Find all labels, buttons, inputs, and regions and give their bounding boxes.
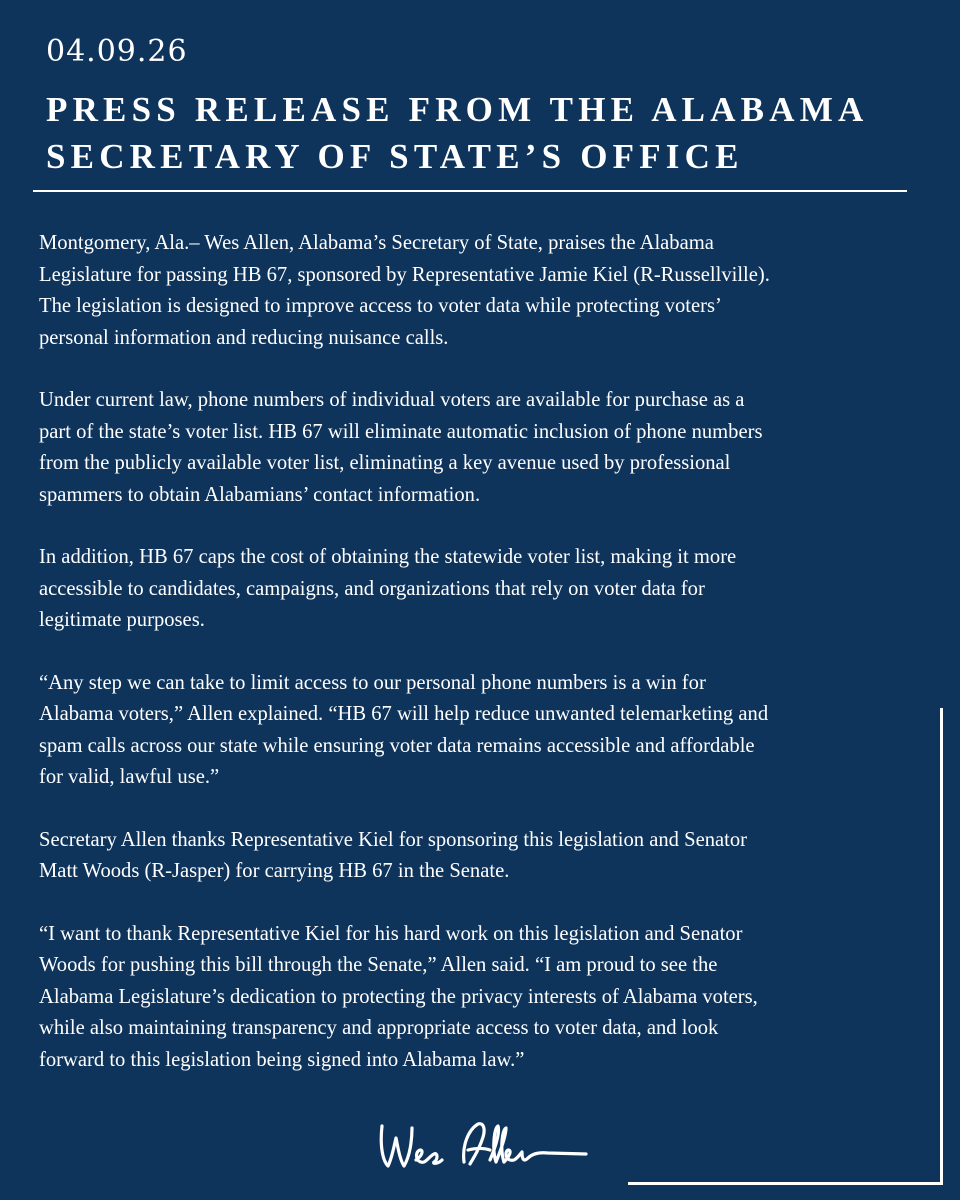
text-line: forward to this legislation being signed into Alabama law.” <box>39 1048 525 1071</box>
text-line: spammers to obtain Alabamians’ contact information. <box>39 483 481 506</box>
text-line: accessible to candidates, campaigns, and organizations that rely on voter data for <box>39 577 705 600</box>
text-line: from the publicly available voter list, eliminating a key avenue used by professional <box>39 452 731 474</box>
title-line: PRESS RELEASE FROM THE ALABAMA <box>46 90 869 129</box>
text-line: part of the state’s voter list. HB 67 will eliminate automatic inclusion of phone numbers <box>39 420 763 443</box>
text-line: Alabama Legislature’s dedication to protecting the privacy interests of Alabama voters, <box>39 985 758 1008</box>
text-line: for valid, lawful use.” <box>39 766 220 788</box>
text-line: Secretary Allen thanks Representative Kiel for sponsoring this legislation and Senator <box>39 828 748 851</box>
text-line: while also maintaining transparency and appropriate access to voter data, and look <box>39 1017 719 1039</box>
paragraph <box>39 668 929 794</box>
text-line: Montgomery, Ala.– Wes Allen, Alabama’s Secretary of State, praises the Alabama <box>39 232 714 254</box>
signature <box>372 1116 592 1176</box>
frame-border-bottom <box>628 1182 943 1185</box>
paragraph <box>39 919 929 1077</box>
text-line: Alabama voters,” Allen explained. “HB 67 will help reduce unwanted telemarketing and <box>39 703 769 725</box>
frame-border-right <box>940 708 943 1185</box>
header-divider <box>33 190 907 192</box>
text-line: In addition, HB 67 caps the cost of obtaining the statewide voter list, making it more <box>39 546 737 568</box>
text-line: “I want to thank Representative Kiel for his hard work on this legislation and Senator <box>39 922 743 945</box>
page-title <box>46 86 926 180</box>
text-line: Legislature for passing HB 67, sponsored by Representative Jamie Kiel (R-Russellville). <box>39 263 770 286</box>
paragraph <box>39 542 929 637</box>
release-body <box>39 228 929 1107</box>
text-line: Matt Woods (R-Jasper) for carrying HB 67 in the Senate. <box>39 860 510 882</box>
text-line: personal information and reducing nuisance calls. <box>39 326 449 349</box>
text-line: Under current law, phone numbers of individual voters are available for purchase as a <box>39 389 745 411</box>
text-line: The legislation is designed to improve access to voter data while protecting voters’ <box>39 295 722 317</box>
release-date: 04.09.26 <box>46 34 188 69</box>
paragraph <box>39 385 929 511</box>
text-line: “Any step we can take to limit access to our personal phone numbers is a win for <box>39 671 706 694</box>
title-line: SECRETARY OF STATE’S OFFICE <box>46 137 744 176</box>
text-line: Woods for pushing this bill through the Senate,” Allen said. “I am proud to see the <box>39 954 718 976</box>
text-line: legitimate purposes. <box>39 609 205 631</box>
text-line: spam calls across our state while ensuring voter data remains accessible and affordable <box>39 734 755 757</box>
paragraph <box>39 825 929 888</box>
paragraph <box>39 228 929 354</box>
